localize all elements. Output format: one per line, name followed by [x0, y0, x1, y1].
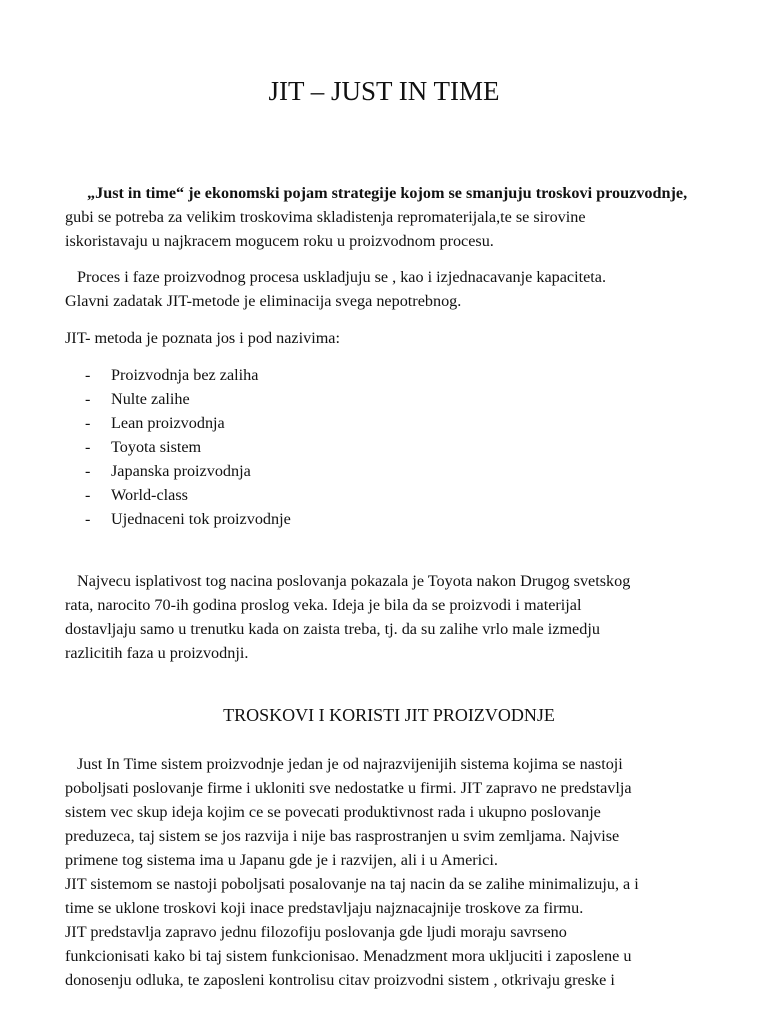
intro-line-1: „Just in time“ je ekonomski pojam strategije kojom se smanjuju troskovi prouzvodnje, [87, 184, 688, 202]
para4-line-10: donosenju odluka, te zaposleni kontrolisu citav proizvodni sistem , otkrivaju greske i [65, 971, 615, 989]
intro-line-2: gubi se potreba za velikim troskovima skladistenja repromaterijala,te se sirovine [65, 208, 586, 226]
list-item-text: Toyota sistem [111, 438, 202, 456]
section-title: TROSKOVI I KORISTI JIT PROIZVODNJE [223, 705, 555, 725]
para4-line-2: poboljsati poslovanje firme i ukloniti sve nedostatke u firmi. JIT zapravo ne predstavlja [65, 779, 632, 797]
list-item-text: Ujednaceni tok proizvodnje [111, 510, 291, 528]
list-item [85, 435, 201, 459]
para4-line-4: preduzeca, taj sistem se jos razvija i nije bas rasprostranjen u svim zemljama. Najvise [65, 827, 620, 845]
list-item [85, 507, 291, 531]
para4-line-5: primene tog sistema ima u Japanu gde je i razvijen, ali i u Americi. [65, 851, 498, 869]
list-item [85, 387, 190, 411]
list-item [85, 411, 225, 435]
intro-line-3: iskoristavaju u najkracem mogucem roku u proizvodnom procesu. [65, 232, 494, 250]
para2-line-2: Glavni zadatak JIT-metode je eliminacija svega nepotrebnog. [65, 292, 462, 310]
list-item-text: Japanska proizvodnja [111, 462, 251, 480]
para4-line-3: sistem vec skup ideja kojim ce se povecati produktivnost rada i ukupno poslovanje [65, 803, 601, 821]
para2-line-1: Proces i faze proizvodnog procesa uskladjuju se , kao i izjednacavanje kapaciteta. [77, 268, 607, 286]
para4-line-7: time se uklone troskovi koji inace predstavljaju najznacajnije troskove za firmu. [65, 899, 584, 917]
para4-line-6: JIT sistemom se nastoji poboljsati posalovanje na taj nacin da se zalihe minimalizuju, a i [65, 875, 639, 893]
list-item-text: Proizvodnja bez zaliha [111, 366, 259, 384]
list-dash: - [85, 390, 91, 408]
list-dash: - [85, 510, 91, 528]
para3-line-1: Najvecu isplativost tog nacina poslovanja pokazala je Toyota nakon Drugog svetskog [77, 572, 631, 590]
list-item-text: World-class [111, 486, 188, 504]
list-dash: - [85, 438, 91, 456]
list-dash: - [85, 414, 91, 432]
para4-line-8: JIT predstavlja zapravo jednu filozofiju poslovanja gde ljudi moraju savrseno [65, 923, 567, 941]
list-item [85, 483, 188, 507]
list-intro: JIT- metoda je poznata jos i pod nazivima: [65, 329, 340, 347]
para3-line-3: dostavljaju samo u trenutku kada on zaista treba, tj. da su zalihe vrlo male izmedju [65, 620, 600, 638]
list-item [85, 459, 251, 483]
list-dash: - [85, 366, 91, 384]
para3-line-2: rata, narocito 70-ih godina proslog veka. Ideja je bila da se proizvodi i materijal [65, 596, 582, 614]
list-item [85, 363, 258, 387]
list-dash: - [85, 486, 91, 504]
para3-line-4: razlicitih faza u proizvodnji. [65, 644, 249, 662]
page-title: JIT – JUST IN TIME [268, 76, 500, 106]
list-item-text: Lean proizvodnja [111, 414, 225, 432]
list-item-text: Nulte zalihe [111, 390, 190, 408]
para4-line-1: Just In Time sistem proizvodnje jedan je od najrazvijenijih sistema kojima se nastoji [77, 755, 623, 773]
para4-line-9: funkcionisati kako bi taj sistem funkcionisao. Menadzment mora ukljuciti i zaposlene u [65, 947, 632, 965]
list-dash: - [85, 462, 91, 480]
